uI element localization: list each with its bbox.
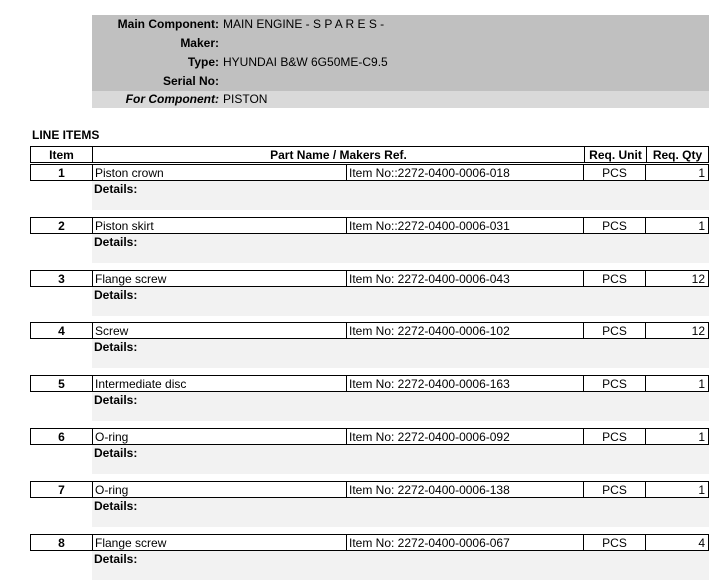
req-unit: PCS bbox=[583, 217, 646, 234]
for-component-header bbox=[92, 91, 709, 108]
req-unit: PCS bbox=[583, 428, 646, 445]
item-number: 5 bbox=[30, 375, 93, 392]
req-unit: PCS bbox=[583, 534, 646, 551]
serial-row bbox=[92, 72, 709, 91]
req-unit: PCS bbox=[583, 164, 646, 181]
item-number: 4 bbox=[30, 322, 93, 339]
item-number: 2 bbox=[30, 217, 93, 234]
item-number: 8 bbox=[30, 534, 93, 551]
list-item bbox=[30, 270, 709, 316]
item-number: 6 bbox=[30, 428, 93, 445]
part-name: Intermediate disc bbox=[92, 375, 347, 392]
makers-ref: Item No: 2272-0400-0006-092 bbox=[346, 428, 584, 445]
list-item bbox=[30, 217, 709, 263]
for-component-row bbox=[92, 91, 709, 108]
part-name: Flange screw bbox=[92, 270, 347, 287]
list-item bbox=[30, 164, 709, 210]
makers-ref: Item No: 2272-0400-0006-138 bbox=[346, 481, 584, 498]
makers-ref: Item No: 2272-0400-0006-067 bbox=[346, 534, 584, 551]
details-label: Details: bbox=[92, 339, 709, 368]
list-item bbox=[30, 322, 709, 368]
req-unit: PCS bbox=[583, 375, 646, 392]
main-component-label: Main Component: bbox=[117, 17, 219, 31]
item-number: 7 bbox=[30, 481, 93, 498]
makers-ref: Item No: 2272-0400-0006-102 bbox=[346, 322, 584, 339]
makers-ref: Item No::2272-0400-0006-031 bbox=[346, 217, 584, 234]
column-header-part: Part Name / Makers Ref. bbox=[92, 146, 585, 163]
list-item bbox=[30, 481, 709, 527]
details-label: Details: bbox=[92, 287, 709, 316]
part-name: Piston crown bbox=[92, 164, 347, 181]
part-name: Flange screw bbox=[92, 534, 347, 551]
req-qty: 1 bbox=[645, 428, 709, 445]
component-header bbox=[92, 15, 709, 91]
req-qty: 1 bbox=[645, 375, 709, 392]
details-label: Details: bbox=[92, 234, 709, 263]
details-label: Details: bbox=[92, 498, 709, 527]
details-label: Details: bbox=[92, 551, 709, 580]
req-qty: 12 bbox=[645, 322, 709, 339]
type-row bbox=[92, 53, 709, 72]
type-label: Type: bbox=[187, 55, 219, 69]
req-qty: 1 bbox=[645, 481, 709, 498]
main-component-row bbox=[92, 15, 709, 34]
section-title: LINE ITEMS bbox=[32, 128, 100, 142]
req-qty: 4 bbox=[645, 534, 709, 551]
details-label: Details: bbox=[92, 445, 709, 474]
type-value: HYUNDAI B&W 6G50ME-C9.5 bbox=[223, 55, 388, 69]
maker-label: Maker: bbox=[180, 36, 219, 50]
details-label: Details: bbox=[92, 181, 709, 210]
list-item bbox=[30, 534, 709, 580]
part-name: O-ring bbox=[92, 428, 347, 445]
req-qty: 1 bbox=[645, 164, 709, 181]
item-number: 3 bbox=[30, 270, 93, 287]
makers-ref: Item No: 2272-0400-0006-163 bbox=[346, 375, 584, 392]
item-number: 1 bbox=[30, 164, 93, 181]
makers-ref: Item No: 2272-0400-0006-043 bbox=[346, 270, 584, 287]
part-name: Piston skirt bbox=[92, 217, 347, 234]
list-item bbox=[30, 428, 709, 474]
column-header-item: Item bbox=[30, 146, 93, 163]
part-name: Screw bbox=[92, 322, 347, 339]
column-header-unit: Req. Unit bbox=[584, 146, 647, 163]
column-header-qty: Req. Qty bbox=[646, 146, 709, 163]
maker-row bbox=[92, 34, 709, 53]
serial-label: Serial No: bbox=[162, 74, 219, 88]
req-unit: PCS bbox=[583, 481, 646, 498]
list-item bbox=[30, 375, 709, 421]
main-component-value: MAIN ENGINE - S P A R E S - bbox=[223, 17, 385, 31]
req-qty: 12 bbox=[645, 270, 709, 287]
details-label: Details: bbox=[92, 392, 709, 421]
part-name: O-ring bbox=[92, 481, 347, 498]
for-component-value: PISTON bbox=[223, 92, 268, 106]
for-component-label: For Component: bbox=[125, 92, 219, 106]
req-unit: PCS bbox=[583, 270, 646, 287]
req-qty: 1 bbox=[645, 217, 709, 234]
req-unit: PCS bbox=[583, 322, 646, 339]
makers-ref: Item No::2272-0400-0006-018 bbox=[346, 164, 584, 181]
